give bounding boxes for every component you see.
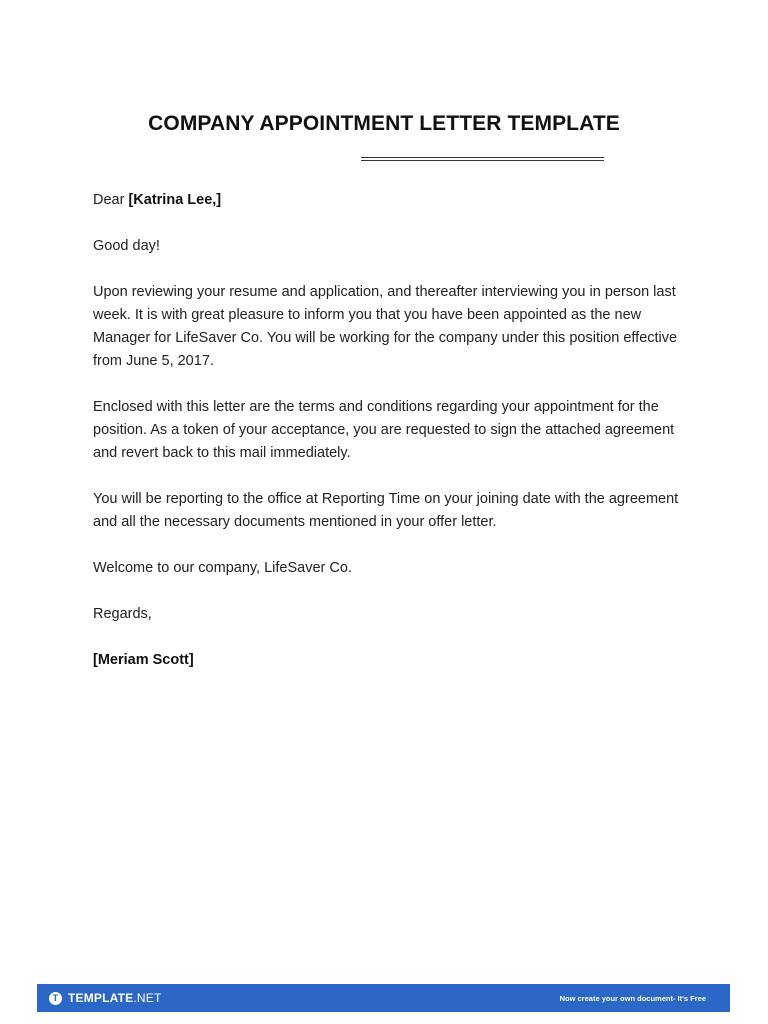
document-title: COMPANY APPOINTMENT LETTER TEMPLATE (148, 112, 620, 135)
signatory-name: [Meriam Scott] (93, 652, 194, 668)
paragraph-reporting: You will be reporting to the office at Reporting Time on your joining date with the agreement and all the necessary documents mentioned in your offer letter. (93, 491, 679, 530)
salutation-prefix: Dear (93, 192, 129, 208)
paragraph-terms: Enclosed with this letter are the terms and conditions regarding your appointment for the position. As a token of your acceptance, you are requested to sign the attached agreement and revert back to this mail immediately. (93, 399, 675, 461)
paragraph-appointment: Upon reviewing your resume and application, and thereafter interviewing you in person last week. It is with great pleasure to inform you that you have been appointed as the new Manager for LifeSaver Co. You will be working for the company under this position effective from June 5, 2017. (93, 284, 678, 369)
brand-mark-icon: T (49, 992, 62, 1005)
letter-body (93, 189, 693, 695)
closing: Regards, (93, 606, 152, 622)
footer-cta-link[interactable]: Now create your own document- It's Free (559, 993, 706, 1003)
greeting: Good day! (93, 238, 160, 254)
salutation (93, 189, 693, 212)
welcome-line: Welcome to our company, LifeSaver Co. (93, 560, 352, 576)
title-underline (361, 157, 604, 161)
recipient-name: [Katrina Lee,] (128, 192, 222, 208)
brand-name: TEMPLATE.NET (68, 991, 162, 1005)
footer-banner[interactable] (37, 984, 730, 1012)
brand-logo[interactable] (49, 991, 162, 1005)
